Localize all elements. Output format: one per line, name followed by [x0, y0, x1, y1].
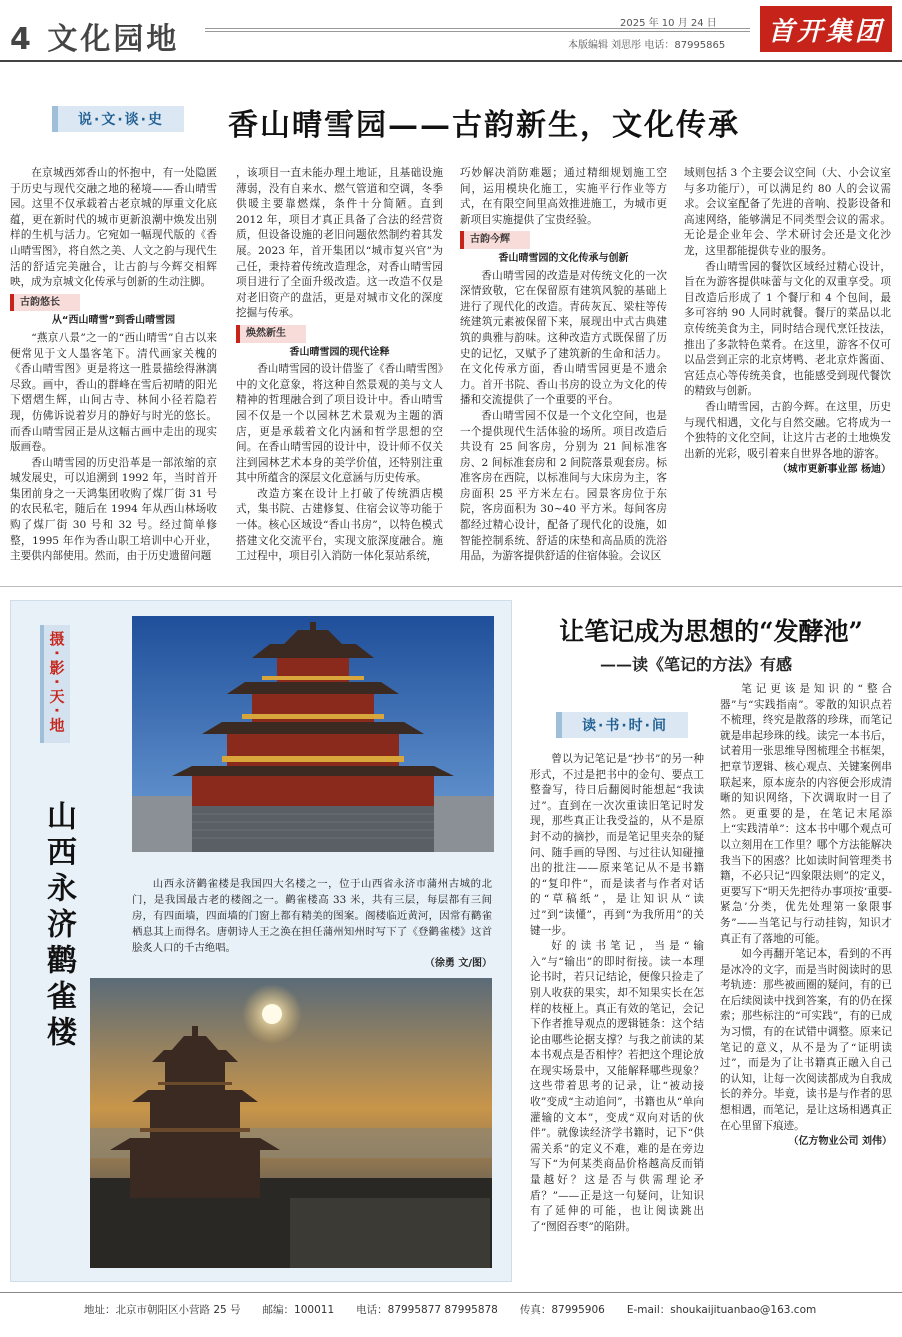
page-footer: [84, 1302, 894, 1317]
paragraph: 香山晴雪园的餐饮区域经过精心设计，旨在为游客提供味蕾与文化的双重享受。项目改造后形成了 1 个餐厅和 4 个包间，最多可容纳 90 人同时就餐。餐厅的菜品以北京传统美食为主，同时结合现代烹饪技法，推出了多款特色菜肴。在这里，游客不仅可以品尝到正宗的北京烤鸭、老北京炸酱面、宫廷点心等传统美食，也能感受到现代餐饮的精致与创新。: [684, 260, 891, 398]
section-heading: 古韵今辉: [460, 231, 530, 249]
article-column: [10, 166, 217, 578]
paragraph: 香山晴雪园的改造是对传统文化的一次深情致敬，它在保留原有建筑风貌的基础上进行了现代化的改造。青砖灰瓦、梁柱等传统建筑元素被保留下来，展现出中式古典建筑的典雅与韵味。这种改造方式既保留了历史的记忆，又赋予了建筑新的生命和活力。在文化传承方面，香山晴雪园更是不遗余力。首开书院、香山书房的设立为文化的传播和交流提供了一个重要的平台。: [460, 269, 667, 407]
paragraph: 在京城西郊香山的怀抱中，有一处隐匿于历史与现代交融之地的秘境——香山晴雪园。这里不仅承载着古老京城的厚重文化底蕴，更在新时代的城市更新浪潮中焕发出别样的生机与活力。它宛如一幅现代版的《香山晴雪图》，将自然之美、人文之韵与现代生活的舒适完美融合，让古韵与今辉交相辉映，成为京城文化传承与创新的生动注脚。: [10, 167, 217, 289]
section-subtitle: 从“西山晴雪”到香山晴雪园: [51, 315, 176, 327]
paragraph: 香山晴雪园的历史沿革是一部浓缩的京城发展史，可以追溯到 1992 年，当时首开集团前身之一天鸿集团收购了煤厂街 31 号的农民私宅，随后在 1994 年从西山林场收购了煤厂街 30 号和 32 号。经过简单修整，1995 年作为香山职工培训中心开业，主要供内部使用。然而，由于历史遗留问题: [10, 456, 217, 563]
article-title: 香山晴雪园——古韵新生，文化传承: [228, 108, 740, 143]
tower-illustration: [132, 616, 494, 852]
paragraph: “燕京八景”之一的“西山晴雪”自古以来便常见于文人墨客笔下。清代画家关槐的《香山晴雪图》更是将这一胜景描绘得淋漓尽致。画中，香山的群峰在雪后初晴的阳光下熠熠生辉，山间古寺、林间小径若隐若现，仿佛诉说着岁月的静好与时光的悠长。而香山晴雪园正是从这幅古画中走出的现实版画卷。: [10, 331, 217, 454]
paragraph: 改造方案在设计上打破了传统酒店模式，集书院、古建修复、住宿会议等功能于一体。核心区域设“香山书房”，以特色模式搭建文化交流平台，实现文旅深度融合。施工过程中，项目引入消防一体化泵站系统，: [236, 487, 443, 563]
page-section-title: 4 文化园地: [10, 22, 180, 57]
byline: （城市更新事业部 杨迪）: [777, 464, 891, 476]
footer-phone: 电话：87995877 87995878: [356, 1304, 498, 1316]
paragraph: 香山晴雪园，古韵今辉。在这里，历史与现代相遇，文化与自然交融。它将成为一个独特的文化空间，让这片古老的土地焕发出新的光彩，吸引着来自世界各地的游客。: [684, 400, 891, 460]
paragraph: 曾以为记笔记是“抄书”的另一种形式，不过是把书中的金句、要点工整誊写，待日后翻阅时能想起“我读过”。直到在一次次重读旧笔记时发现，那些真正让我受益的，从不是原封不动的摘抄，而是笔记里夹杂的疑问、随手画的导图、与过往认知碰撞出的批注——原来笔记从不是书籍的“复印件”，而是读者与作者对话的“草稿纸”，是让知识从“读过”到“读懂”，再到“为我所用”的关键一步。: [530, 753, 704, 937]
sunset-illustration: [90, 978, 492, 1268]
section-subtitle: 香山晴雪园的现代诠释: [289, 346, 390, 358]
photo-title: 山西永济鹳雀楼: [41, 800, 76, 1052]
section-divider: [0, 586, 902, 587]
column-tag: 读·书·时·间: [556, 712, 688, 738]
section-subtitle: 香山晴雪园的文化传承与创新: [498, 252, 629, 264]
paragraph: 香山晴雪园的设计借鉴了《香山晴雪图》中的文化意象，将这种自然景观的美与文人精神的哲理融合到了项目设计中。香山晴雪园不仅是一个以园林艺术景观为主题的酒店，更是承载着文化内涵和哲学思想的空间。在香山晴雪园的设计中，设计师不仅关注到园林艺术本身的美学价值，还特别注重其中所蕴含的深层文化意涵与历史传承。: [236, 363, 443, 485]
paragraph: 域则包括 3 个主要会议空间（大、小会议室与多功能厅），可以满足约 80 人的会议需求。会议室配备了先进的音响、投影设备和高速网络，能够满足不同类型会议的需求。无论是企业年会、学术研讨会还是文化沙龙，这里都能提供专业的服务。: [684, 167, 891, 257]
article-column: [530, 752, 704, 1282]
editor-info: 本版编辑 刘思彤 电话：87995865: [568, 40, 726, 51]
article-subtitle: ——读《笔记的方法》有感: [600, 655, 793, 674]
paragraph: 如今再翻开笔记本，看到的不再是冰冷的文字，而是当时阅读时的思考轨迹：那些被画圈的疑问，有的已在后续阅读中找到答案，有的仍在探索；那些标注的“可实践”，有的已成为习惯，有的在试错中调整。原来记笔记的意义，从不是为了“证明读过”，而是为了让书籍真正融入自己的认知，让每一次阅读都成为自我成长的养分。毕竟，读书是与作者的思想相遇，而笔记，是让这场相遇真正在心里留下痕迹。: [720, 948, 892, 1132]
footer-zip: 邮编：100011: [262, 1304, 335, 1316]
article-column: [684, 166, 891, 578]
article-column: [236, 166, 443, 578]
tower-photo-day: [132, 616, 494, 852]
paragraph: 笔记更该是知识的“整合器”与“实践指南”。零散的知识点若不梳理，终究是散落的珍珠，而笔记就是串起珍珠的线。读完一本书后，试着用一张思维导图梳理全书框架，把章节逻辑、核心观点、关键案例串联起来，原本庞杂的内容便会形成清晰的知识网络，下次调取时一目了然。更重要的是，在笔记末尾添上“实践清单”：这本书中哪个观点可以立刻用在工作里？哪个方法能解决我当下的困惑？比如读时间管理类书籍，不必只记“四象限法则”的定义，更要写下“明天先把待办事项按‘重要-紧急’分类，优先处理第一象限事务”——当笔记与行动挂钩，知识才真正有了落地的可能。: [720, 683, 892, 945]
byline: （亿方物业公司 刘伟）: [788, 1136, 892, 1148]
header-divider: [0, 60, 902, 62]
article-column: [720, 682, 892, 1282]
section-heading: 古韵悠长: [10, 294, 80, 312]
newspaper-logo: 首开集团: [760, 6, 892, 52]
page-header: [0, 0, 902, 62]
paragraph: 好的读书笔记，当是“输入”与“输出”的即时衔接。读一本理论书时，若只记结论，便像只捡走了别人收获的果实，却不知果实长在怎样的枝桠上。真正有效的笔记，会记下作者推导观点的逻辑链条：这个结论由哪些论据支撑？与我之前读的某本书观点是否相悖？若把这个理论放在现实场景中，又能解释哪些现象？这些带着思考的记录，让“被动接收”变成“主动追问”，书籍也从“单向灌输的文本”，变成“双向对话的伙伴”。就像读经济学书籍时，记下“供需关系”的定义不难，难的是在旁边写下“为何某类商品价格越高反而销量越好？这是否与供需理论矛盾？”——正是这一句疑问，让知识有了延伸的可能，也让阅读跳出了“囫囵吞枣”的陷阱。: [530, 940, 704, 1233]
section-heading: 焕然新生: [236, 325, 306, 343]
footer-rule: [0, 1292, 902, 1293]
column-tag: 说·文·谈·史: [52, 106, 184, 132]
column-tag: 摄·影·天·地: [40, 625, 70, 743]
photo-credit: （徐勇 文/图）: [424, 958, 492, 969]
caption-text: 山西永济鹳雀楼是我国四大名楼之一，位于山西省永济市蒲州古城的北门，是我国最古老的楼阁之一。鹳雀楼高 33 米，共有三层，每层都有三间房，有四面墙，四面墙的门窗上都有精美的图案。阁楼临近黄河，因常有鹳雀栖息其上而得名。唐朝诗人王之涣在担任蒲州知州时写下了《登鹳雀楼》这首脍炙人口的千古绝唱。: [132, 878, 492, 954]
issue-date: 2025 年 10 月 24 日: [620, 18, 717, 29]
article-column: [460, 166, 667, 578]
paragraph: 巧妙解决消防难题；通过精细规划施工空间，运用模块化施工，实施平行作业等方式，在有限空间里高效推进施工，为城市更新项目实施提供了宝贵经验。: [460, 167, 667, 226]
tower-photo-sunset: [90, 978, 492, 1268]
footer-fax: 传真：87995906: [519, 1304, 605, 1316]
paragraph: ，该项目一直未能办理土地证，且基础设施薄弱，没有自来水、燃气管道和空调，冬季供暖主要靠燃煤，条件十分简陋。直到 2012 年，项目才真正具备了合法的经营资质，但设备设施的老旧问题依然制约着其发展。2023 年，首开集团以“城市复兴官”为己任，秉持着传统改造理念，对香山晴雪园项目进行了全面升级改造。这一改造不仅是对老旧资产的盘活，更是对城市文化的深度挖掘与传承。: [236, 167, 443, 320]
header-rule: [205, 31, 750, 32]
article-title: 让笔记成为思想的“发酵池”: [559, 617, 863, 646]
footer-address: 地址：北京市朝阳区小营路 25 号: [84, 1304, 241, 1316]
paragraph: 香山晴雪园不仅是一个文化空间，也是一个提供现代生活体验的场所。项目改造后共设有 25 间客房，分别为 21 间标准客房、2 间标准套房和 2 间院落景观套房。标准客房在西院，以标准间与大床房为主，客房面积 25 平方米左右。园景客房位于东院，客房面积为 30~40 平方米。每间客房都经过精心设计，配备了现代化的设施，如智能控制系统、舒适的床垫和高品质的洗浴用品，为游客提供舒适的住宿体验。会议区: [460, 409, 667, 563]
footer-email: E-mail：shoukaijituanbao@163.com: [626, 1304, 817, 1316]
photo-caption: [132, 876, 492, 972]
